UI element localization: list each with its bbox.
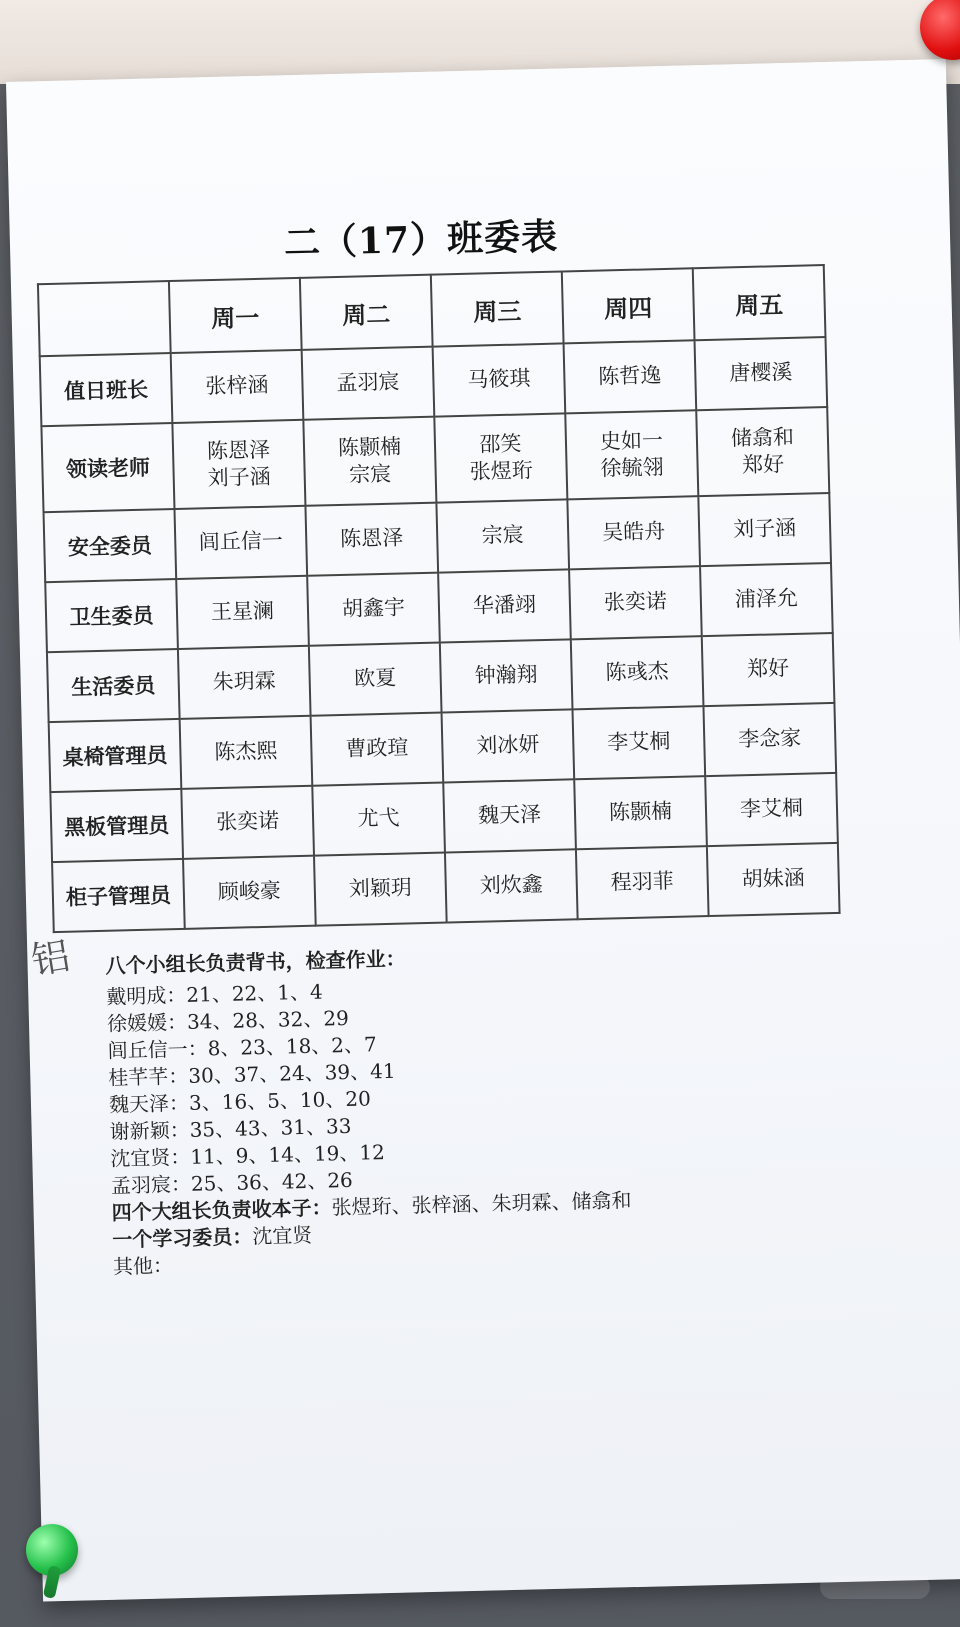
cell-monday: 王星澜 (176, 576, 309, 649)
cell-monday: 朱玥霖 (178, 646, 311, 719)
group-leader-line: 戴明成：21、22、1、4 (106, 979, 323, 1009)
cell-thursday: 陈哲逸 (564, 340, 697, 413)
cell-thursday: 陈彧杰 (571, 636, 704, 709)
cell-friday: 唐樱溪 (695, 337, 828, 410)
day-header-monday: 周一 (169, 278, 302, 353)
day-header-tuesday: 周二 (300, 275, 433, 350)
group-leader-line: 闾丘信一：8、23、18、2、7 (107, 1032, 377, 1063)
handwritten-character: 铝 (28, 933, 73, 983)
study-committee-value: 沈宜贤 (251, 1222, 313, 1249)
notes-heading: 八个小组长负责背书，检查作业： (105, 946, 406, 978)
role-label: 值日班长 (40, 353, 173, 426)
group-leader-line: 桂芊芊：30、37、24、39、41 (108, 1058, 396, 1090)
cell-tuesday: 孟羽宸 (302, 347, 435, 420)
day-header-wednesday: 周三 (431, 271, 564, 346)
study-committee-label: 一个学习委员： (112, 1224, 253, 1252)
role-label: 柜子管理员 (52, 859, 185, 932)
cell-wednesday: 马筱琪 (433, 343, 566, 416)
cell-thursday: 李艾桐 (572, 706, 705, 779)
cell-monday: 顾峻豪 (183, 856, 316, 929)
cell-thursday: 史如一 徐毓翎 (565, 410, 698, 499)
notes-section (105, 933, 813, 1281)
role-label: 卫生委员 (45, 579, 178, 652)
cell-tuesday: 欧夏 (309, 643, 442, 716)
cell-tuesday: 尤弋 (312, 783, 445, 856)
cell-tuesday: 刘颖玥 (314, 853, 447, 926)
cell-tuesday: 胡鑫宇 (307, 573, 440, 646)
green-pushpin-icon (26, 1524, 78, 1576)
cell-wednesday: 刘炊鑫 (445, 849, 578, 922)
day-header-friday: 周五 (693, 265, 826, 340)
cell-friday: 胡妹涵 (707, 843, 840, 916)
duty-sheet (6, 59, 960, 1602)
role-label: 桌椅管理员 (49, 719, 182, 792)
big-group-value: 张煜珩、张梓涵、朱玥霖、储翕和 (331, 1188, 632, 1220)
cell-monday: 张奕诺 (181, 786, 314, 859)
cell-friday: 李艾桐 (705, 773, 838, 846)
group-leader-line: 沈宜贤：11、9、14、19、12 (110, 1140, 386, 1171)
corner-watermark (820, 1575, 930, 1599)
cell-tuesday: 曹政瑄 (311, 713, 444, 786)
role-label: 安全委员 (44, 509, 177, 582)
group-leader-line: 谢新颖：35、43、31、33 (109, 1113, 352, 1144)
cell-wednesday: 华潘翊 (438, 569, 571, 642)
cell-thursday: 吴皓舟 (567, 496, 700, 569)
sheet-title: 二（17）班委表 (283, 215, 559, 265)
cell-wednesday: 邵笑 张煜珩 (434, 413, 567, 502)
group-leader-line: 孟羽宸：25、36、42、26 (110, 1167, 354, 1198)
big-group-label: 四个大组长负责收本子： (111, 1195, 332, 1225)
cell-tuesday: 陈恩泽 (305, 503, 438, 576)
cell-friday: 刘子涵 (698, 493, 831, 566)
other-line: 其他： (112, 1253, 174, 1279)
cell-wednesday: 宗宸 (436, 499, 569, 572)
cell-friday: 浦泽允 (700, 563, 833, 636)
cell-thursday: 陈颢楠 (574, 776, 707, 849)
cell-monday: 陈杰熙 (180, 716, 313, 789)
cell-friday: 李念家 (703, 703, 836, 776)
cell-monday: 张梓涵 (171, 350, 304, 423)
cell-wednesday: 钟瀚翔 (440, 639, 573, 712)
group-leader-line: 魏天泽：3、16、5、10、20 (108, 1086, 372, 1117)
cell-monday: 陈恩泽 刘子涵 (172, 420, 305, 509)
cell-monday: 闾丘信一 (174, 506, 307, 579)
cell-thursday: 张奕诺 (569, 566, 702, 639)
day-header-thursday: 周四 (562, 268, 695, 343)
cell-friday: 储翕和 郑好 (696, 407, 829, 496)
role-label: 领读老师 (41, 423, 174, 512)
cell-wednesday: 刘冰妍 (442, 709, 575, 782)
role-label: 生活委员 (47, 649, 180, 722)
group-leader-line: 徐媛媛：34、28、32、29 (106, 1005, 350, 1036)
duty-table (37, 264, 841, 933)
cell-tuesday: 陈颢楠 宗宸 (303, 417, 436, 506)
cell-wednesday: 魏天泽 (443, 779, 576, 852)
role-label: 黑板管理员 (50, 789, 183, 862)
cell-friday: 郑好 (702, 633, 835, 706)
corner-cell (38, 281, 171, 356)
cell-thursday: 程羽菲 (576, 846, 709, 919)
